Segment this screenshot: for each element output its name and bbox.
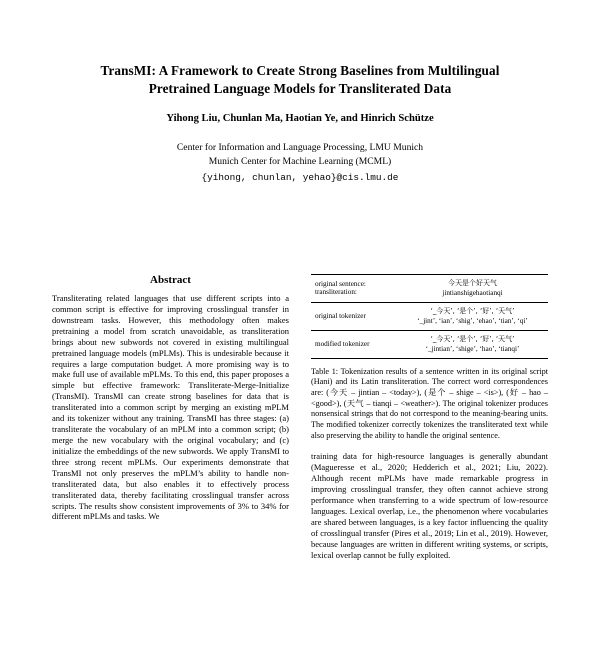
intro-continuation-paragraph: training data for high-resource languages is generally abundant (Magueresse et al., 2020; Hedderich et al., 2021; Liu, 2022). Although recent mPLMs have made remarkable progress in improving crosslingual transfer, they often cannot achieve strong performance when transferring to a wide spectrum of low-resource languages. Lexical overlap, i.e., the phenomenon where vocabularies are shared between languages, is a key factor influencing the quality of crosslingual transfer (Pires et al., 2019; Lin et al., 2019). However, because languages are written in different writing systems, or scripts, lexical overlap cannot be fully exploited.	[311, 451, 548, 560]
table-row	[311, 275, 548, 303]
row-value-line1: ‘_今天’, ‘是个’, ‘好’, ‘天气’	[430, 334, 515, 343]
page-title	[52, 62, 548, 97]
affiliation	[52, 141, 548, 168]
table-row-label	[311, 302, 397, 330]
table-caption: Table 1: Tokenization results of a sentence written in its original script (Hani) and its Latin transliteration. The correct word correspondences are: (今天 – jintian – <today>), (是个 – shige – <is>), (好 – hao – <good>), (天气 – tianqi – <weather>). The original tokenizer produces nonsensical strings that do not correspond to the meaning-bearing units. The modified tokenizer correctly tokenizes the transliterated text while also preserving the ability to handle the original sentence.	[311, 366, 548, 440]
row-value-line2: ‘_jintian’, ‘shige’, ‘hao’, ‘tianqi’	[425, 345, 520, 354]
table-row-value	[397, 302, 548, 330]
row-label-line1: modified tokenizer	[315, 340, 370, 349]
row-label-line1: original tokenizer	[315, 312, 366, 321]
paper-page	[0, 62, 600, 662]
abstract-heading: Abstract	[150, 274, 191, 286]
right-column	[311, 274, 548, 560]
table-row	[311, 302, 548, 330]
two-column-body	[52, 274, 548, 560]
table-row-label	[311, 275, 397, 303]
row-label-line2: transliteration:	[315, 288, 357, 297]
paper-title-line1: TransMI: A Framework to Create Strong Baselines from Multilingual	[100, 63, 500, 78]
table-row	[311, 330, 548, 358]
author-list: Yihong Liu, Chunlan Ma, Haotian Ye, and Hinrich Schütze	[166, 113, 434, 125]
row-value-line2: ‘_jint’, ‘ian’, ‘shig’, ‘ehao’, ‘tian’, ‘qi’	[417, 317, 528, 326]
tokenization-table	[311, 274, 548, 359]
affiliation-line2: Munich Center for Machine Learning (MCML)	[208, 155, 392, 167]
row-value-line2: jintianshigehaotianqi	[442, 289, 503, 298]
table-row-value	[397, 275, 548, 303]
left-column	[52, 274, 289, 560]
table-row-label	[311, 330, 397, 358]
spacer	[311, 441, 548, 451]
abstract-paragraph: Transliterating related languages that use different scripts into a common script is effective for improving crosslingual transfer in downstream tasks. However, this methodology often makes pretraining a model from scratch unavoidable, as transliteration brings about new subwords not covered in existing multilingual pretrained language models (mPLMs). This is undesirable because it requires a large computation budget. A more promising way is to make full use of available mPLMs. To this end, this paper proposes a simple but effective framework: Transliterate-Merge-Initialize (TransMI). TransMI can create strong baselines for data that is transliterated into a common script by merging an existing mPLM and its tokenizer without any training. TransMI has three stages: (a) transliterate the vocabulary of an mPLM into a common script; (b) merge the new vocabulary with the original vocabulary; and (c) initialize the embeddings of the new subwords. We apply TransMI to three strong recent mPLMs. Our experiments demonstrate that TransMI not only preserves the mPLM’s ability to handle non-transliterated data, but also enables it to effectively process transliterated data, thereby facilitating crosslingual transfer across scripts. The results show consistent improvements of 3% to 34% for different mPLMs and tasks. We	[52, 293, 289, 522]
table-row-value	[397, 330, 548, 358]
paper-title-line2: Pretrained Language Models for Transliterated Data	[148, 80, 452, 96]
affiliation-line1: Center for Information and Language Processing, LMU Munich	[176, 142, 424, 154]
row-value-line1: 今天是个好天气	[448, 279, 497, 287]
contact-email: {yihong, chunlan, yehao}@cis.lmu.de	[201, 171, 399, 183]
title-block	[52, 62, 548, 183]
row-value-line1: ‘_今天’, ‘是个’, ‘好’, ‘天气’	[430, 306, 515, 315]
row-label-line1: original sentence:	[315, 280, 366, 289]
